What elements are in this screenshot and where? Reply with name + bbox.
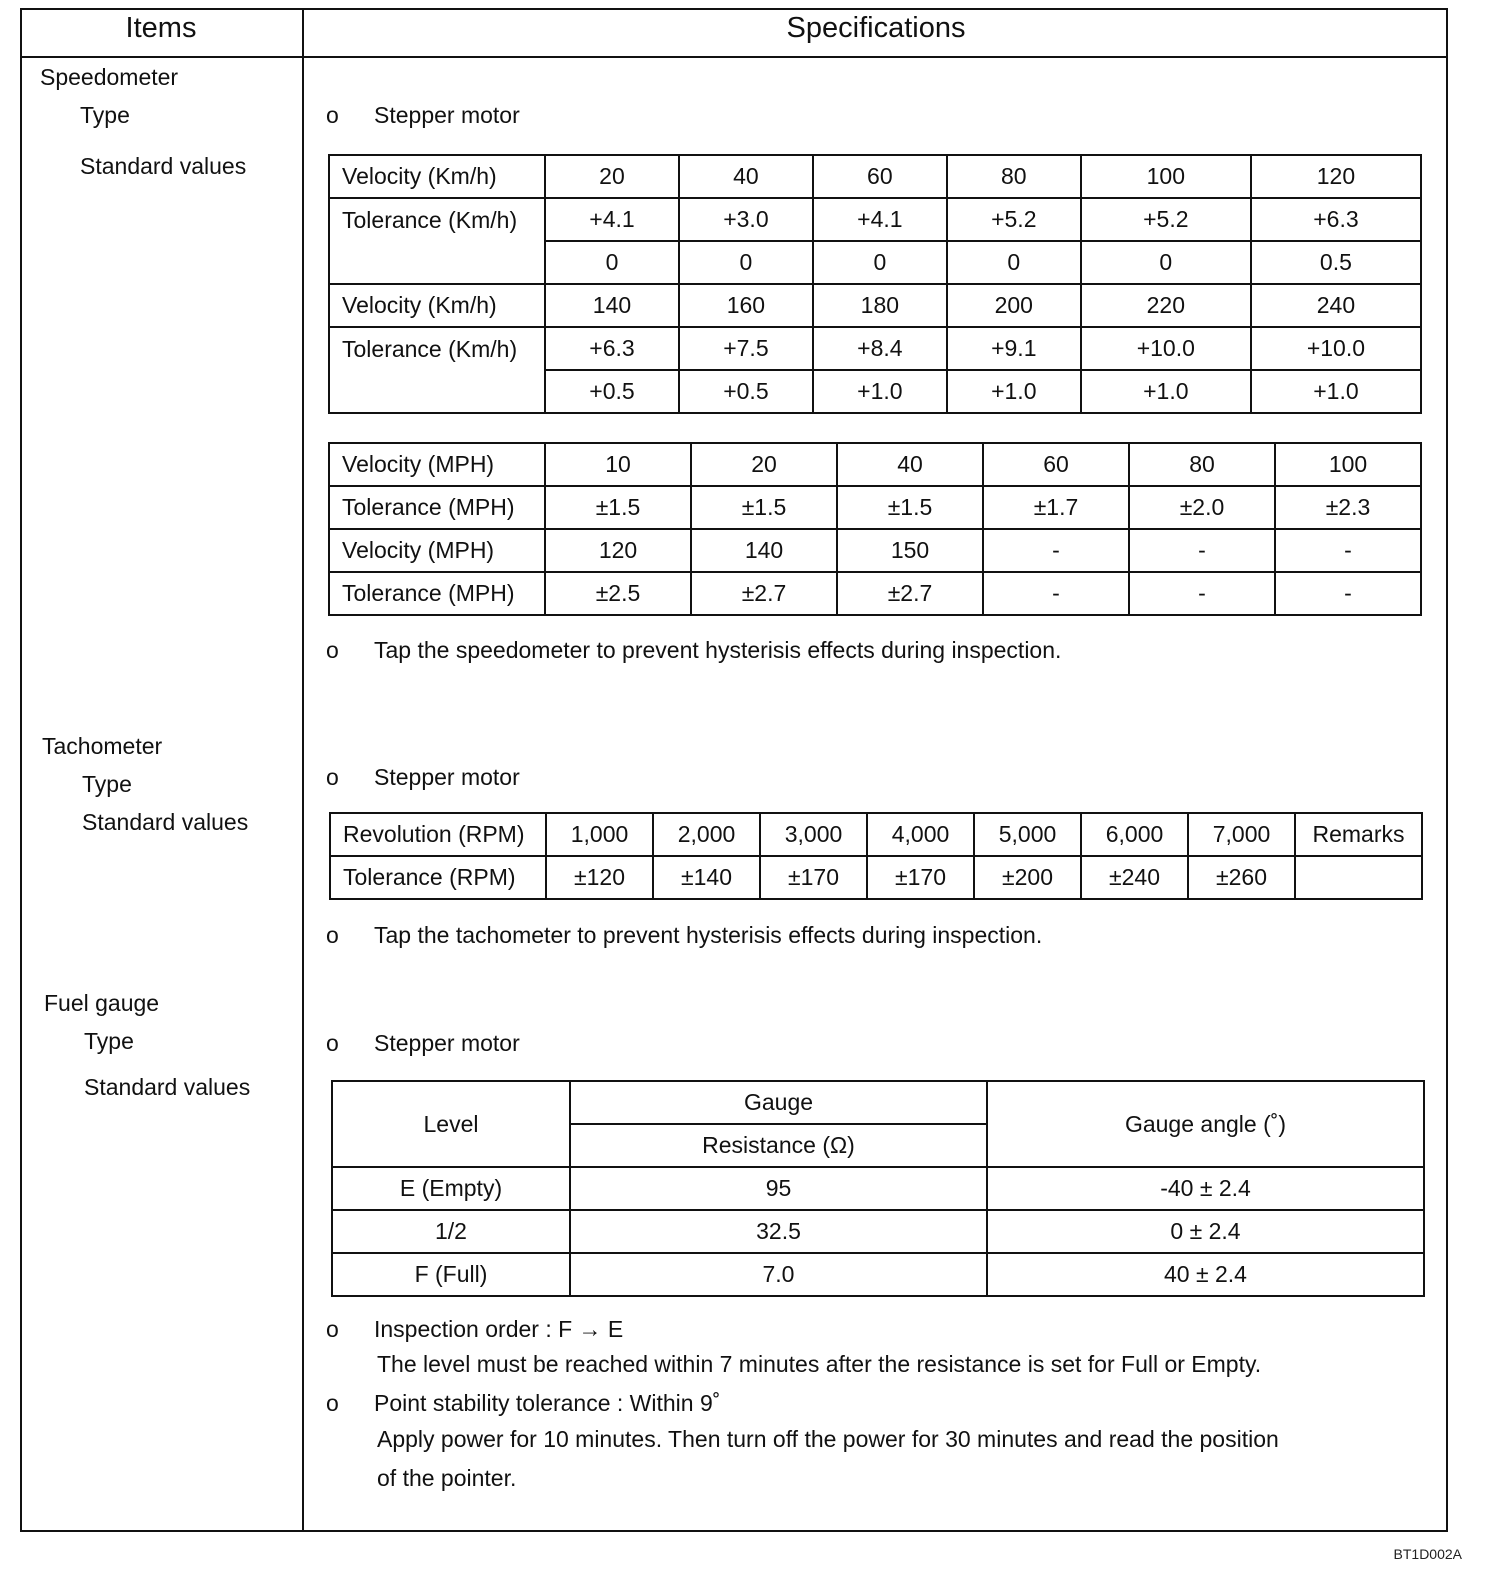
fuel-gauge-table: [331, 1080, 1425, 1297]
bullet-icon: o: [326, 1316, 339, 1342]
bullet-icon: o: [326, 102, 339, 128]
speedometer-type-label: Type: [80, 102, 130, 128]
speedometer-standard-label: Standard values: [80, 153, 247, 179]
speedometer-note: o Tap the speedometer to prevent hysterisis effects during inspection.: [326, 637, 1062, 663]
bullet-icon: o: [326, 637, 339, 663]
fuel-gauge-type-label: Type: [84, 1028, 134, 1054]
table-row: Velocity (Km/h) 140 160 180 200 220 240: [329, 284, 1421, 327]
table-row: 0 0 0 0 0 0.5: [329, 241, 1421, 284]
table-header-row: Resistance (Ω): [332, 1124, 1424, 1167]
table-row: Tolerance (MPH) ±2.5 ±2.7 ±2.7 - - -: [329, 572, 1421, 615]
table-row: Tolerance (Km/h) +4.1 +3.0 +4.1 +5.2 +5.2 +6.3: [329, 198, 1421, 241]
fuel-gauge-note-2-detail-1: Apply power for 10 minutes. Then turn off the power for 30 minutes and read the position: [377, 1426, 1279, 1452]
speedometer-type-value: o Stepper motor: [326, 102, 520, 128]
table-row: Velocity (MPH) 120 140 150 - - -: [329, 529, 1421, 572]
header-divider: [20, 56, 1448, 58]
fuel-gauge-note-1-detail: The level must be reached within 7 minutes after the resistance is set for Full or Empty.: [377, 1351, 1262, 1377]
fuel-gauge-title: Fuel gauge: [44, 990, 160, 1016]
bullet-icon: o: [326, 922, 339, 948]
fuel-gauge-note-2-detail-2: of the pointer.: [377, 1465, 517, 1491]
table-row: +0.5 +0.5 +1.0 +1.0 +1.0 +1.0: [329, 370, 1421, 413]
column-divider: [302, 8, 304, 1532]
table-row: Velocity (Km/h) 20 40 60 80 100 120: [329, 155, 1421, 198]
table-row: Tolerance (MPH) ±1.5 ±1.5 ±1.5 ±1.7 ±2.0 ±2.3: [329, 486, 1421, 529]
table-header-row: Level Gauge Gauge angle (˚): [332, 1081, 1424, 1124]
table-row: F (Full) 7.0 40 ± 2.4: [332, 1253, 1424, 1296]
bullet-icon: o: [326, 764, 339, 790]
tachometer-note: o Tap the tachometer to prevent hysterisis effects during inspection.: [326, 922, 1043, 948]
figure-code: BT1D002A: [1393, 1546, 1462, 1562]
tachometer-standard-label: Standard values: [82, 809, 249, 835]
tachometer-type-value: o Stepper motor: [326, 764, 520, 790]
fuel-gauge-note-2: o Point stability tolerance : Within 9˚: [326, 1390, 721, 1416]
tachometer-title: Tachometer: [42, 733, 163, 759]
fuel-gauge-note-1: o Inspection order : F → E: [326, 1316, 624, 1342]
table-row: Velocity (MPH) 10 20 40 60 80 100: [329, 443, 1421, 486]
table-row: 1/2 32.5 0 ± 2.4: [332, 1210, 1424, 1253]
tachometer-type-label: Type: [82, 771, 132, 797]
speedometer-title: Speedometer: [40, 64, 179, 90]
table-row: Revolution (RPM) 1,000 2,000 3,000 4,000 5,000 6,000 7,000 Remarks: [330, 813, 1422, 856]
table-row: Tolerance (Km/h) +6.3 +7.5 +8.4 +9.1 +10.0 +10.0: [329, 327, 1421, 370]
table-row: Tolerance (RPM) ±120 ±140 ±170 ±170 ±200 ±240 ±260: [330, 856, 1422, 899]
header-specifications: Specifications: [786, 12, 966, 44]
fuel-gauge-type-value: o Stepper motor: [326, 1030, 520, 1056]
bullet-icon: o: [326, 1390, 339, 1416]
bullet-icon: o: [326, 1030, 339, 1056]
speedometer-kmh-table: [328, 154, 1422, 414]
header-items: Items: [125, 12, 197, 44]
tachometer-table: [329, 812, 1423, 900]
speedometer-mph-table: [328, 442, 1422, 616]
table-row: E (Empty) 95 -40 ± 2.4: [332, 1167, 1424, 1210]
fuel-gauge-standard-label: Standard values: [84, 1074, 251, 1100]
